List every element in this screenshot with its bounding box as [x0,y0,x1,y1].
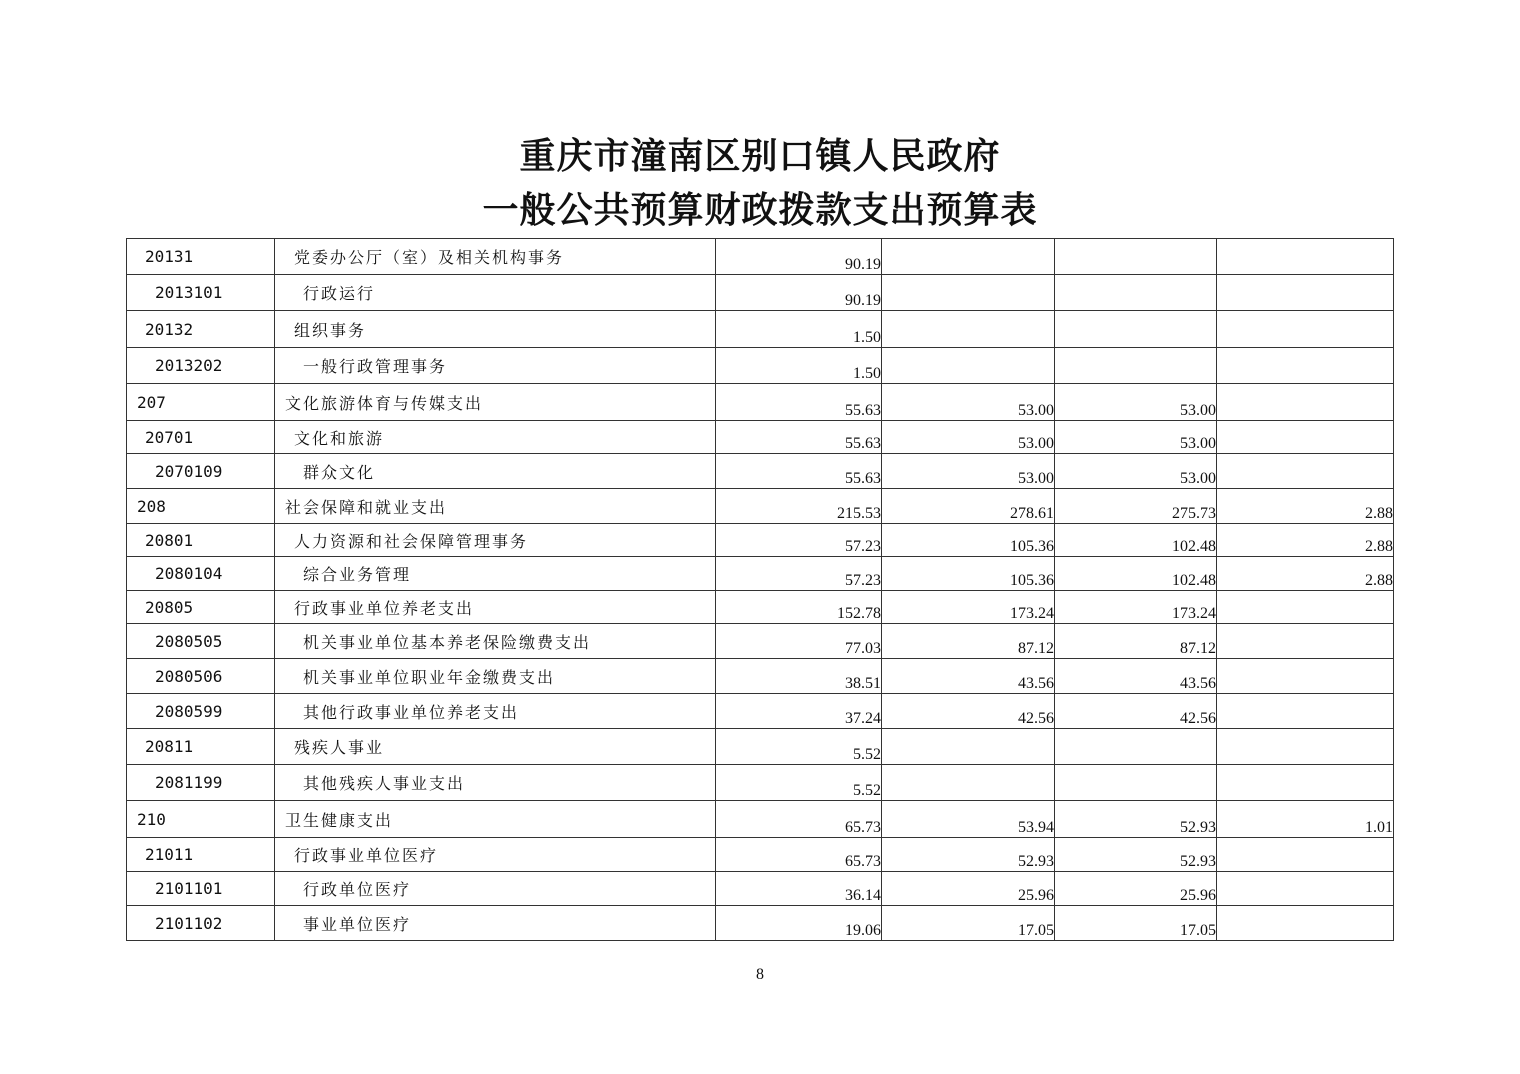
amount-cell-3: 275.73 [1055,489,1217,524]
amount-cell-2 [882,765,1055,801]
amount-cell-4 [1217,624,1394,659]
amount-cell-4 [1217,694,1394,729]
subject-name-cell: 事业单位医疗 [275,906,716,941]
total-cell: 5.52 [716,729,882,765]
total-cell: 90.19 [716,239,882,275]
page-number: 8 [756,966,764,983]
subject-name-cell: 文化和旅游 [275,421,716,454]
amount-cell-3 [1055,275,1217,311]
subject-code-cell: 2013202 [127,348,275,384]
subject-name-cell: 行政事业单位医疗 [275,838,716,872]
amount-cell-4 [1217,838,1394,872]
amount-cell-2 [882,311,1055,348]
subject-code-cell: 20701 [127,421,275,454]
total-cell: 19.06 [716,906,882,941]
amount-cell-4: 1.01 [1217,801,1394,838]
amount-cell-3: 42.56 [1055,694,1217,729]
subject-code-cell: 20131 [127,239,275,275]
subject-name-cell: 党委办公厅（室）及相关机构事务 [275,239,716,275]
subject-name-cell: 一般行政管理事务 [275,348,716,384]
subject-name-cell: 其他残疾人事业支出 [275,765,716,801]
table-row [127,489,1394,524]
table-row [127,421,1394,454]
budget-table [126,238,1394,941]
amount-cell-2: 43.56 [882,659,1055,694]
subject-code-cell: 21011 [127,838,275,872]
amount-cell-2: 173.24 [882,591,1055,624]
subject-code-cell: 2080506 [127,659,275,694]
total-cell: 65.73 [716,838,882,872]
subject-code-cell: 20805 [127,591,275,624]
page-title-line-1: 重庆市潼南区别口镇人民政府 [519,135,1001,177]
amount-cell-2: 42.56 [882,694,1055,729]
subject-name-cell: 行政单位医疗 [275,872,716,906]
table-row [127,624,1394,659]
total-cell: 55.63 [716,384,882,421]
table-row [127,659,1394,694]
amount-cell-4 [1217,384,1394,421]
subject-code-cell: 2080104 [127,557,275,591]
subject-code-cell: 207 [127,384,275,421]
subject-name-cell: 组织事务 [275,311,716,348]
table-row [127,239,1394,275]
amount-cell-4 [1217,275,1394,311]
subject-code-cell: 2080505 [127,624,275,659]
total-cell: 1.50 [716,348,882,384]
amount-cell-4 [1217,311,1394,348]
subject-code-cell: 20801 [127,524,275,557]
subject-code-cell: 2070109 [127,454,275,489]
subject-code-cell: 210 [127,801,275,838]
subject-name-cell: 行政运行 [275,275,716,311]
amount-cell-2 [882,239,1055,275]
total-cell: 37.24 [716,694,882,729]
amount-cell-3: 53.00 [1055,421,1217,454]
subject-code-cell: 20811 [127,729,275,765]
amount-cell-2: 53.00 [882,421,1055,454]
amount-cell-3 [1055,729,1217,765]
amount-cell-2 [882,348,1055,384]
table-row [127,838,1394,872]
amount-cell-3: 102.48 [1055,524,1217,557]
amount-cell-3: 52.93 [1055,801,1217,838]
subject-name-cell: 行政事业单位养老支出 [275,591,716,624]
subject-name-cell: 社会保障和就业支出 [275,489,716,524]
subject-name-cell: 其他行政事业单位养老支出 [275,694,716,729]
total-cell: 77.03 [716,624,882,659]
amount-cell-3: 53.00 [1055,384,1217,421]
total-cell: 5.52 [716,765,882,801]
amount-cell-2: 53.00 [882,384,1055,421]
table-row [127,348,1394,384]
subject-code-cell: 2081199 [127,765,275,801]
subject-name-cell: 文化旅游体育与传媒支出 [275,384,716,421]
amount-cell-3 [1055,311,1217,348]
amount-cell-4 [1217,729,1394,765]
amount-cell-2: 278.61 [882,489,1055,524]
amount-cell-3: 52.93 [1055,838,1217,872]
table-row [127,524,1394,557]
amount-cell-4: 2.88 [1217,557,1394,591]
subject-name-cell: 人力资源和社会保障管理事务 [275,524,716,557]
amount-cell-4 [1217,591,1394,624]
total-cell: 38.51 [716,659,882,694]
amount-cell-4 [1217,906,1394,941]
total-cell: 65.73 [716,801,882,838]
subject-name-cell: 卫生健康支出 [275,801,716,838]
amount-cell-4 [1217,765,1394,801]
subject-name-cell: 综合业务管理 [275,557,716,591]
subject-name-cell: 机关事业单位职业年金缴费支出 [275,659,716,694]
amount-cell-3 [1055,348,1217,384]
total-cell: 36.14 [716,872,882,906]
amount-cell-4 [1217,348,1394,384]
amount-cell-3 [1055,765,1217,801]
table-row [127,557,1394,591]
amount-cell-3 [1055,239,1217,275]
table-row [127,801,1394,838]
amount-cell-4 [1217,239,1394,275]
amount-cell-3: 25.96 [1055,872,1217,906]
amount-cell-3: 173.24 [1055,591,1217,624]
amount-cell-3: 87.12 [1055,624,1217,659]
table-row [127,694,1394,729]
total-cell: 1.50 [716,311,882,348]
total-cell: 90.19 [716,275,882,311]
amount-cell-3: 53.00 [1055,454,1217,489]
table-row [127,729,1394,765]
amount-cell-2: 87.12 [882,624,1055,659]
subject-code-cell: 2101102 [127,906,275,941]
subject-name-cell: 机关事业单位基本养老保险缴费支出 [275,624,716,659]
total-cell: 215.53 [716,489,882,524]
table-row [127,454,1394,489]
table-row [127,384,1394,421]
budget-table-body [127,239,1394,941]
amount-cell-2 [882,729,1055,765]
amount-cell-2: 105.36 [882,524,1055,557]
total-cell: 57.23 [716,557,882,591]
table-row [127,906,1394,941]
amount-cell-4 [1217,454,1394,489]
subject-code-cell: 2101101 [127,872,275,906]
amount-cell-2: 25.96 [882,872,1055,906]
amount-cell-3: 17.05 [1055,906,1217,941]
total-cell: 57.23 [716,524,882,557]
amount-cell-4 [1217,659,1394,694]
table-row [127,591,1394,624]
subject-code-cell: 2080599 [127,694,275,729]
amount-cell-2: 53.94 [882,801,1055,838]
subject-name-cell: 群众文化 [275,454,716,489]
amount-cell-3: 43.56 [1055,659,1217,694]
amount-cell-2: 17.05 [882,906,1055,941]
table-row [127,275,1394,311]
total-cell: 55.63 [716,421,882,454]
table-row [127,872,1394,906]
total-cell: 55.63 [716,454,882,489]
subject-code-cell: 20132 [127,311,275,348]
amount-cell-2: 105.36 [882,557,1055,591]
amount-cell-2: 52.93 [882,838,1055,872]
amount-cell-3: 102.48 [1055,557,1217,591]
page-title-line-2: 一般公共预算财政拨款支出预算表 [482,189,1038,231]
subject-code-cell: 208 [127,489,275,524]
table-row [127,765,1394,801]
total-cell: 152.78 [716,591,882,624]
subject-name-cell: 残疾人事业 [275,729,716,765]
amount-cell-4 [1217,421,1394,454]
amount-cell-4 [1217,872,1394,906]
subject-code-cell: 2013101 [127,275,275,311]
amount-cell-4: 2.88 [1217,524,1394,557]
amount-cell-4: 2.88 [1217,489,1394,524]
amount-cell-2: 53.00 [882,454,1055,489]
amount-cell-2 [882,275,1055,311]
table-row [127,311,1394,348]
